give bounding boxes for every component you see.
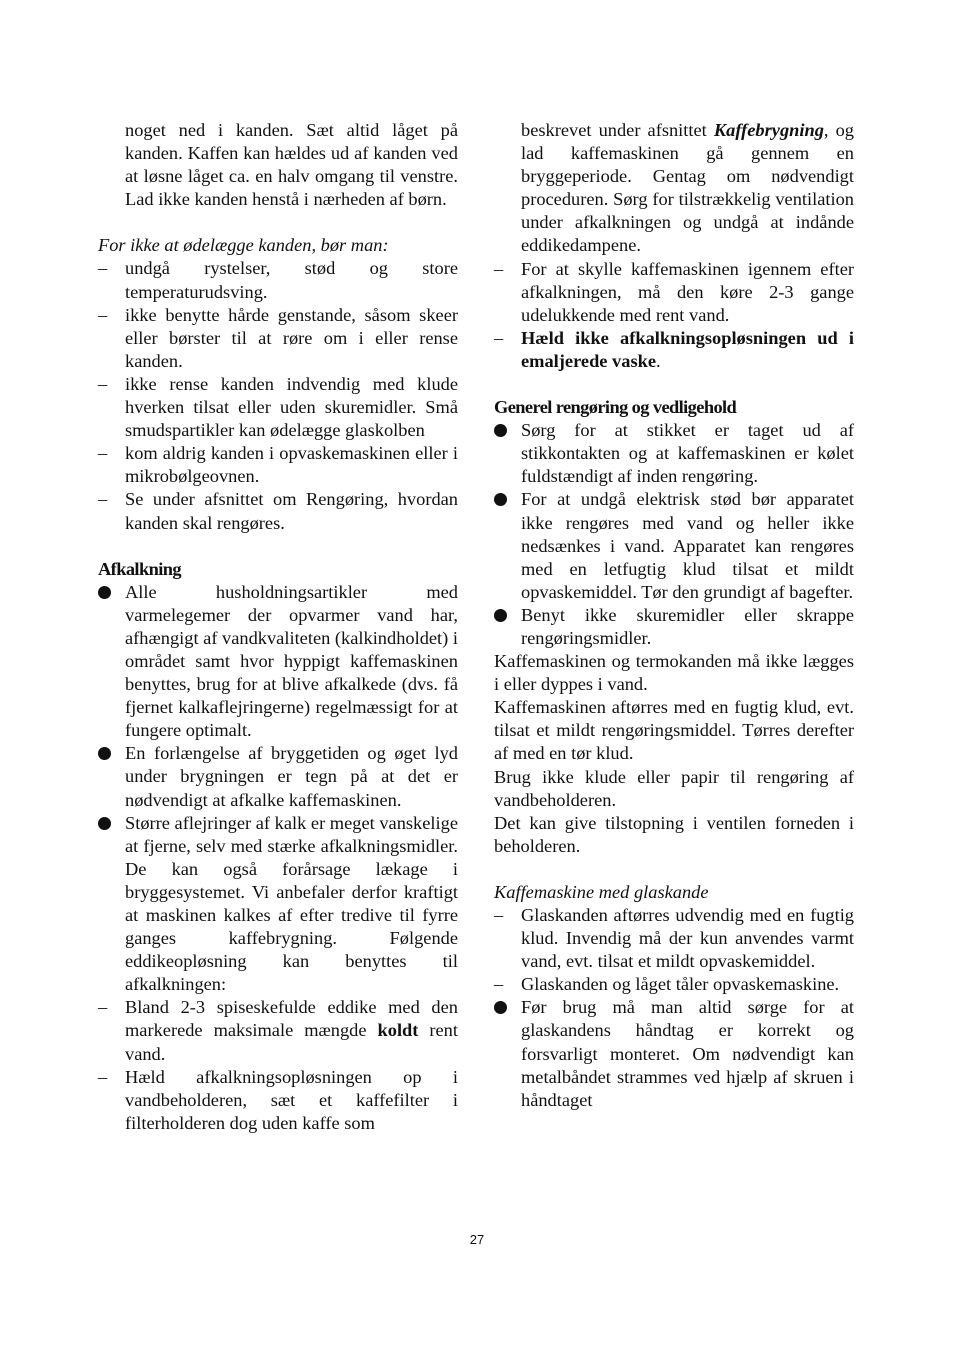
dash-icon: –	[98, 304, 108, 325]
intro-paragraph: noget ned i kanden. Sæt altid låget på kanden. Kaffen kan hældes ud af kanden ved at løsne låget ca. en halv omgang til venstre. Lad ikke kanden henstå i nærheden af børn.	[125, 120, 458, 210]
dash-icon: –	[98, 997, 108, 1018]
cleaning-paragraph: Brug ikke klude eller papir til rengøring af vandbeholderen.	[494, 766, 854, 810]
list-item: – Glaskanden aftørres udvendig med en fugtig klud. Invendig må der kun anvendes varmt vand, evt. tilsat et mildt opvaskemiddel.	[494, 905, 854, 972]
cleaning-paragraph: Det kan give tilstopning i ventilen forneden i beholderen.	[494, 812, 854, 856]
dash-icon: –	[98, 443, 108, 464]
continuation-paragraph: beskrevet under afsnittet Kaffebrygning, og lad kaffemaskinen gå gennem en bryggeperiode. Gentag om nødvendigt proceduren. Sørg for tilstrækkelig ventilation under afkalkningen og undgå at indånde eddikedampene.	[521, 120, 854, 256]
list-item: – Se under afsnittet om Rengøring, hvordan kanden skal rengøres.	[98, 489, 458, 533]
bullet-item: For at undgå elektrisk stød bør apparatet ikke rengøres med vand og heller ikke nedsænkes i vand. Apparatet kan rengøres med en letfugtig klud tilsat et mildt opvaskemiddel. Tør den grundigt af bagefter.	[494, 488, 854, 603]
dash-icon: –	[98, 489, 108, 510]
dash-icon: –	[494, 905, 504, 925]
bullet-icon	[98, 817, 111, 830]
page-number: 27	[469, 1232, 485, 1247]
list-item: – Hæld afkalkningsopløsningen op i vandbeholderen, sæt et kaffefilter i filterholderen dog uden kaffe som	[98, 1066, 458, 1133]
avoid-heading: For ikke at ødelægge kanden, bør man:	[98, 235, 389, 256]
descale-heading: Afkalkning	[98, 558, 181, 579]
bullet-icon	[494, 493, 507, 506]
warning-item: – Hæld ikke afkalkningsopløsningen ud i emaljerede vaske.	[494, 327, 854, 371]
list-item: – ikke rense kanden indvendig med klude hverken tilsat eller uden skuremidler. Små smudspartikler kan ødelægge glaskolben	[98, 373, 458, 441]
dash-icon: –	[494, 974, 504, 995]
dash-icon: –	[98, 373, 108, 394]
list-item: – undgå rystelser, stød og store temperaturudsving.	[98, 258, 458, 302]
cleaning-heading: Generel rengøring og vedligehold	[494, 397, 737, 418]
bullet-icon	[494, 1001, 507, 1014]
bullet-icon	[494, 609, 507, 622]
list-item: – Bland 2-3 spiseskefulde eddike med den markerede maksimale mængde koldt rent vand.	[98, 997, 458, 1064]
bullet-item: Benyt ikke skuremidler eller skrappe rengøringsmidler.	[494, 604, 854, 650]
glass-heading: Kaffemaskine med glaskande	[494, 881, 709, 902]
bullet-icon	[494, 424, 507, 437]
list-item: – For at skylle kaffemaskinen igennem efter afkalkningen, må den køre 2-3 gange udelukkende med rent vand.	[494, 258, 854, 325]
dash-icon: –	[494, 258, 504, 279]
dash-icon: –	[494, 327, 504, 348]
bullet-item: Sørg for at stikket er taget ud af stikkontakten og at kaffemaskinen er kølet fuldstændigt af inden rengøring.	[494, 419, 854, 488]
dash-icon: –	[98, 258, 108, 279]
bullet-item: Større aflejringer af kalk er meget vanskelige at fjerne, selv med stærke afkalkningsmidler. De kan også forårsage lækage i bryggesystemet. Vi anbefaler derfor kraftigt at maskinen kalkes af efter tredive til fyrre ganges kaffebrygning. Følgende eddikeopløsning kan benyttes til afkalkningen:	[98, 812, 458, 997]
bullet-icon	[98, 747, 111, 760]
bullet-item: Alle husholdningsartikler med varmelegemer der opvarmer vand har, afhængigt af vandkvaliteten (kalkindholdet) i området samt hvor hyppigt kaffemaskinen benyttes, brug for at blive afkalkede (dvs. få fjernet kalkaflejringerne) regelmæssigt for at fungere optimalt.	[98, 581, 458, 743]
cleaning-paragraph: Kaffemaskinen aftørres med en fugtig klud, evt. tilsat et mildt rengøringsmiddel. Tørres derefter af med en tør klud.	[494, 697, 854, 764]
bullet-icon	[98, 586, 111, 599]
right-column	[494, 119, 854, 1112]
list-item: – ikke benytte hårde genstande, såsom skeer eller børster til at røre om i eller rense kanden.	[98, 304, 458, 371]
cleaning-paragraph: Kaffemaskinen og termokanden må ikke lægges i eller dyppes i vand.	[494, 651, 854, 695]
bullet-item: Før brug må man altid sørge for at glaskandens håndtag er korrekt og forsvarligt monteret. Om nødvendigt kan metalbåndet strammes ved hjælp af skruen i håndtaget	[494, 996, 854, 1111]
bullet-item: En forlængelse af bryggetiden og øget lyd under brygningen er tegn på at det er nødvendigt at afkalke kaffemaskinen.	[98, 742, 458, 811]
dash-icon: –	[98, 1066, 108, 1087]
list-item: – Glaskanden og låget tåler opvaskemaskine.	[494, 973, 854, 996]
left-column	[98, 119, 458, 1135]
list-item: – kom aldrig kanden i opvaskemaskinen eller i mikrobølgeovnen.	[98, 443, 458, 487]
